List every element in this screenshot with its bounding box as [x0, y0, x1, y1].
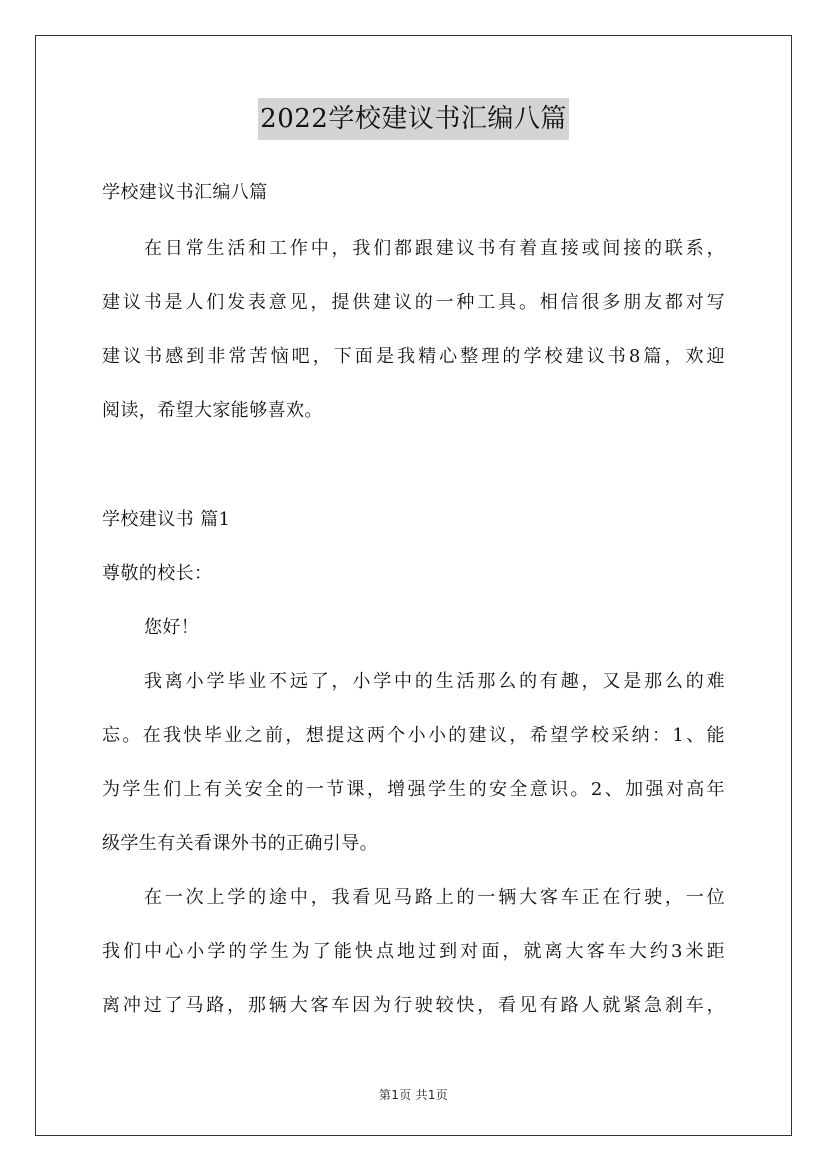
greeting-line: 您好！ — [144, 617, 200, 638]
paragraph-line: 我离小学毕业不远了，小学中的生活那么的有趣，又是那么的难 — [144, 671, 725, 692]
paragraph-line: 我们中心小学的学生为了能快点地过到对面，就离大客车大约3米距 — [102, 941, 725, 962]
paragraph-line: 建议书是人们发表意见，提供建议的一种工具。相信很多朋友都对写 — [102, 292, 725, 313]
paragraph-line: 阅读，希望大家能够喜欢。 — [102, 400, 323, 421]
salutation-line: 尊敬的校长： — [102, 563, 213, 584]
paragraph-line: 离冲过了马路，那辆大客车因为行驶较快，看见有路人就紧急刹车， — [102, 995, 725, 1016]
paragraph-line: 在一次上学的途中，我看见马路上的一辆大客车正在行驶，一位 — [144, 887, 725, 908]
paragraph-line: 为学生们上有关安全的一节课，增强学生的安全意识。2、加强对高年 — [102, 779, 725, 800]
subtitle-line: 学校建议书汇编八篇 — [102, 182, 268, 203]
paragraph-line: 建议书感到非常苦恼吧，下面是我精心整理的学校建议书8篇，欢迎 — [102, 346, 725, 367]
document-title: 2022学校建议书汇编八篇 — [258, 98, 569, 140]
title-container — [0, 98, 827, 140]
paragraph-line: 忘。在我快毕业之前，想提这两个小小的建议，希望学校采纳：1、能 — [102, 725, 725, 746]
paragraph-line: 级学生有关看课外书的正确引导。 — [102, 833, 378, 854]
page-footer: 第1页 共1页 — [378, 1088, 449, 1102]
paragraph-line: 在日常生活和工作中，我们都跟建议书有着直接或间接的联系， — [144, 238, 725, 259]
section-heading: 学校建议书 篇1 — [102, 509, 231, 530]
